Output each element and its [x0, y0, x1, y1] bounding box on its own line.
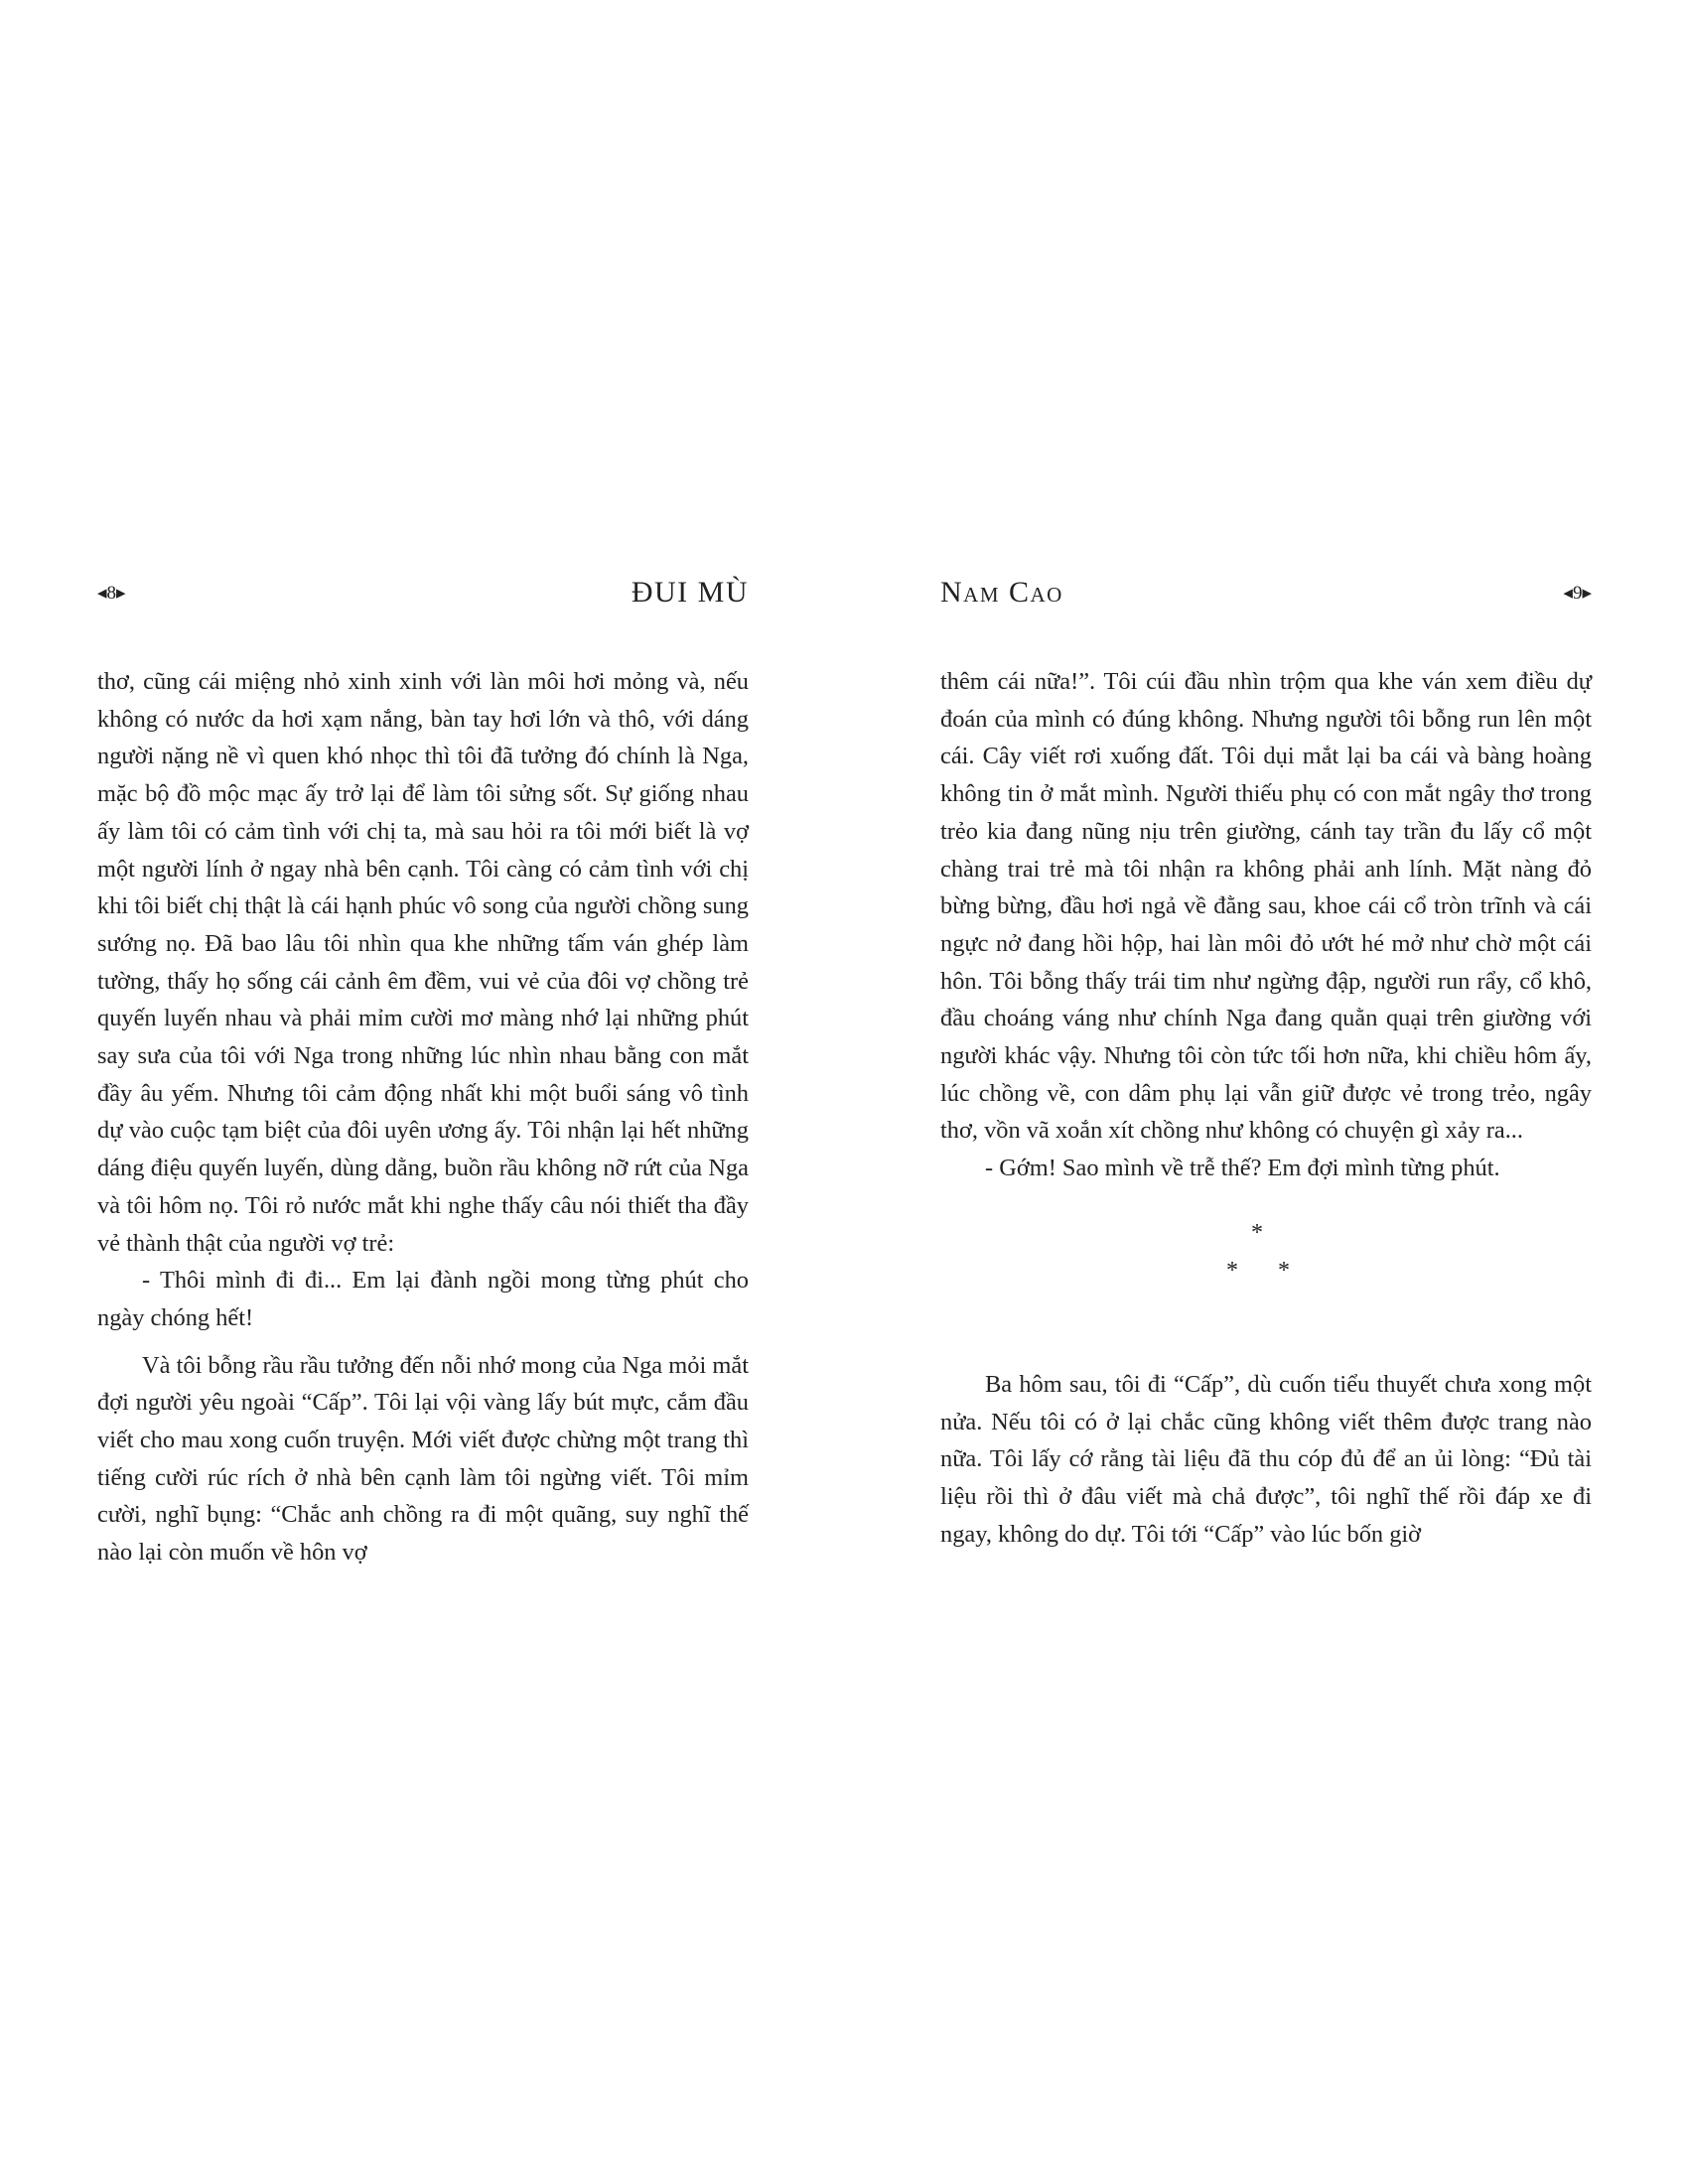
left-page-header	[97, 578, 749, 614]
left-page-number: ◂8▸	[97, 583, 126, 604]
left-running-head: ĐUI MÙ	[631, 576, 749, 609]
left-page-body	[97, 663, 749, 1571]
right-page-header	[940, 578, 1592, 614]
left-paragraph-1: thơ, cũng cái miệng nhỏ xinh xinh với làn môi hơi mỏng và, nếu không có nước da hơi xạm nắng, bàn tay hơi lớn và thô, với dáng người nặng nề vì quen khó nhọc thì tôi đã tưởng đó chính là Nga, mặc bộ đồ mộc mạc ấy trở lại để làm tôi sửng sốt. Sự giống nhau ấy làm tôi có cảm tình với chị ta, mà sau hỏi ra tôi mới biết là vợ một người lính ở ngay nhà bên cạnh. Tôi càng có cảm tình với chị khi tôi biết chị thật là cái hạnh phúc vô song của người chồng sung sướng nọ. Đã bao lâu tôi nhìn qua khe những tấm ván ghép làm tường, thấy họ sống cái cảnh êm đềm, vui vẻ của đôi vợ chồng trẻ quyến luyến nhau và phải mỉm cười mơ màng nhớ lại những phút say sưa của tôi với Nga trong những lúc nhìn nhau bằng con mắt đầy âu yếm. Nhưng tôi cảm động nhất khi một buổi sáng vô tình dự vào cuộc tạm biệt của đôi uyên ương ấy. Tôi nhận lại hết những dáng điệu quyến luyến, dùng dằng, buồn rầu không nỡ rứt của Nga và tôi hôm nọ. Tôi rỏ nước mắt khi nghe thấy câu nói thiết tha đầy vẻ thành thật của người vợ trẻ:	[97, 668, 749, 1257]
section-break-star: *	[1278, 1257, 1290, 1284]
right-paragraph-1: thêm cái nữa!”. Tôi cúi đầu nhìn trộm qua khe ván xem điều dự đoán của mình có đúng không. Nhưng người tôi bỗng run lên một cái. Cây viết rơi xuống đất. Tôi dụi mắt lại ba cái và bàng hoàng không tin ở mắt mình. Người thiếu phụ có con mắt ngây thơ trong trẻo kia đang nũng nịu trên giường, cánh tay trần đu lấy cổ một chàng trai trẻ mà tôi nhận ra không phải anh lính. Mặt nàng đỏ bừng bừng, đầu hơi ngả về đằng sau, khoe cái cổ tròn trĩnh và cái ngực nở đang hồi hộp, hai làn môi đỏ ướt hé mở như chờ một cái hôn. Tôi bỗng thấy trái tim như ngừng đập, người run rẩy, cổ khô, đầu choáng váng như chính Nga đang quằn quại trên giường với người khác vậy. Nhưng tôi còn tức tối hơn nữa, khi chiều hôm ấy, lúc chồng về, con dâm phụ lại vẫn giữ được vẻ trong trẻo, ngây thơ, vồn vã xoắn xít chồng như không có chuyện gì xảy ra...	[940, 668, 1592, 1145]
right-page-number: ◂9▸	[1563, 583, 1592, 604]
right-running-head: Nam Cao	[940, 576, 1063, 609]
section-break-star: *	[1226, 1257, 1238, 1284]
right-page	[940, 578, 1592, 1553]
right-paragraph-3: Ba hôm sau, tôi đi “Cấp”, dù cuốn tiểu thuyết chưa xong một nửa. Nếu tôi có ở lại chắc cũng không viết thêm được trang nào nữa. Tôi lấy cớ rằng tài liệu đã thu cóp đủ để an ủi lòng: “Đủ tài liệu rồi thì ở đâu viết mà chả được”, tôi nghĩ thế rồi đáp xe đi ngay, không do dự. Tôi tới “Cấp” vào lúc bốn giờ	[940, 1370, 1592, 1548]
right-page-body	[940, 663, 1592, 1553]
left-page	[97, 578, 749, 1571]
left-paragraph-2: - Thôi mình đi đi... Em lại đành ngồi mong từng phút cho ngày chóng hết!	[97, 1267, 749, 1331]
right-paragraph-2: - Gớm! Sao mình về trễ thế? Em đợi mình từng phút.	[985, 1155, 1500, 1182]
section-break-star: *	[1251, 1219, 1263, 1246]
left-paragraph-3: Và tôi bỗng rầu rầu tưởng đến nỗi nhớ mong của Nga mỏi mắt đợi người yêu ngoài “Cấp”. Tôi lại vội vàng lấy bút mực, cắm đầu viết cho mau xong cuốn truyện. Mới viết được chừng một trang thì tiếng cười rúc rích ở nhà bên cạnh làm tôi ngừng viết. Tôi mỉm cười, nghĩ bụng: “Chắc anh chồng ra đi một quãng, suy nghĩ thế nào lại còn muốn về hôn vợ	[97, 1351, 749, 1567]
section-break-asterisks	[940, 1187, 1592, 1366]
